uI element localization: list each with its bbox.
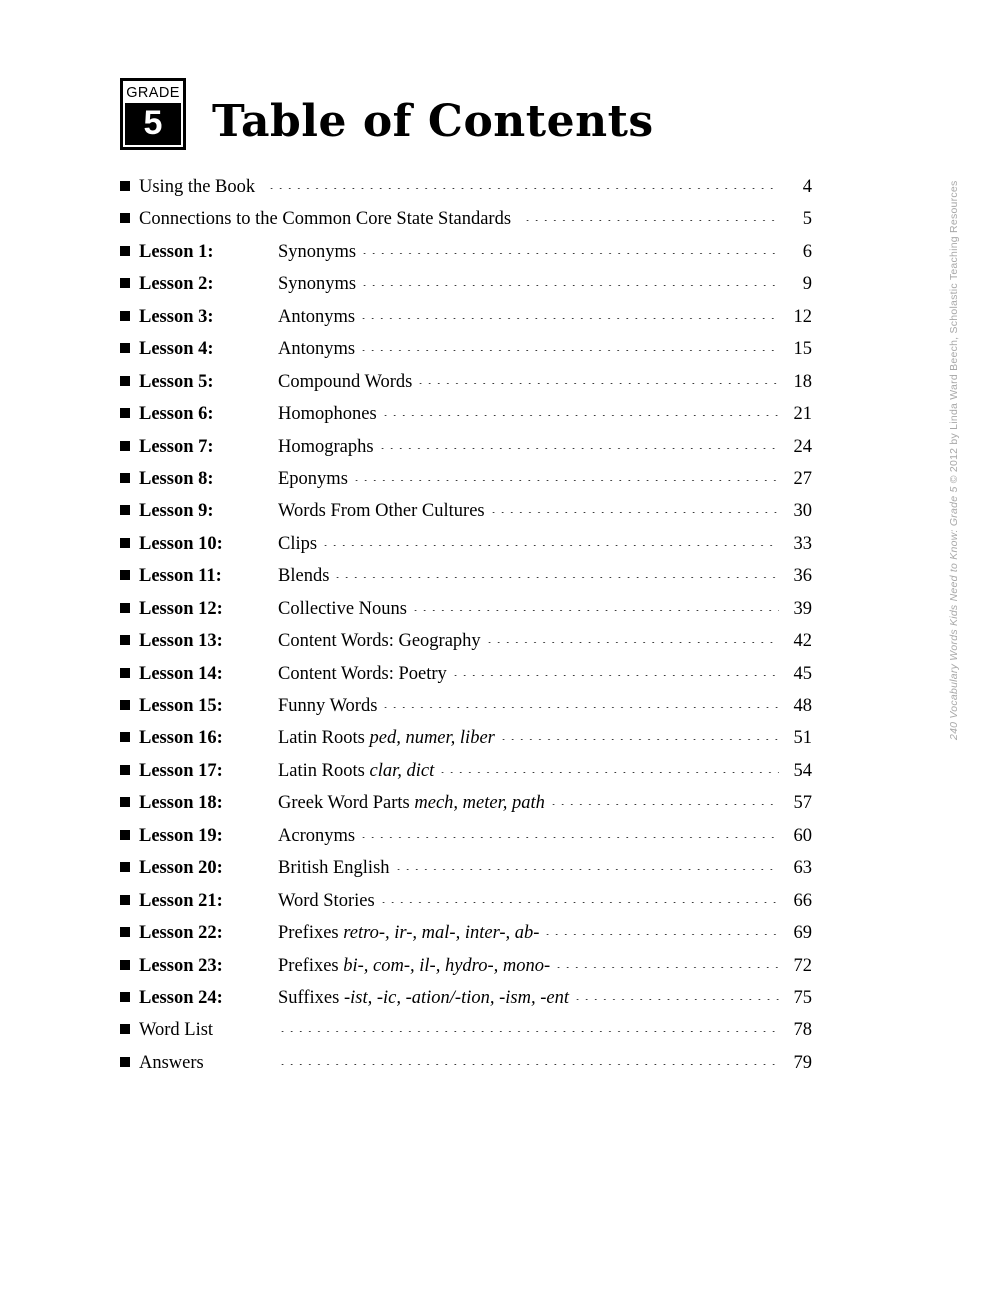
toc-row[interactable]: [120, 762, 812, 794]
toc-page-number[interactable]: 6: [802, 241, 812, 262]
toc-entry-title: [278, 600, 407, 619]
toc-page-number[interactable]: 4: [802, 177, 812, 197]
toc-entry-label: Lesson 21:: [139, 890, 223, 911]
toc-page-number[interactable]: 75: [793, 987, 812, 1008]
page-header: [120, 64, 654, 154]
square-bullet-icon: [120, 473, 130, 483]
toc-entry-title: [278, 989, 569, 1008]
toc-entry-title-text: Antonyms: [278, 339, 356, 360]
dot-leader: [360, 285, 779, 286]
toc-row[interactable]: [120, 600, 812, 632]
toc-entry-label: Lesson 5:: [139, 371, 214, 392]
toc-page-number[interactable]: 27: [793, 468, 812, 489]
toc-entry-title: [278, 794, 545, 813]
toc-page-number[interactable]: 5: [802, 209, 812, 230]
toc-entry-label: Lesson 8:: [139, 468, 214, 489]
toc-entry-title-emphasis: clar, dict: [369, 760, 435, 781]
toc-entry-title-text: Blends: [278, 566, 330, 587]
toc-entry-title-text: Suffixes: [278, 987, 344, 1008]
sidebar-copyright-text: © 2012 by Linda Ward Beech, Scholastic Teaching Resources: [948, 180, 960, 487]
toc-entry-title: [278, 567, 329, 586]
toc-entry-title: [278, 308, 355, 327]
toc-entry-title: [278, 438, 374, 457]
toc-entry-title: [278, 762, 434, 781]
toc-row[interactable]: [120, 567, 812, 599]
toc-row[interactable]: [120, 308, 812, 340]
toc-entry-label: Lesson 10:: [139, 533, 223, 554]
toc-entry-title-text: Content Words: Poetry: [278, 663, 447, 684]
toc-row[interactable]: [120, 665, 812, 697]
table-of-contents: [120, 178, 812, 1086]
toc-entry-title-text: British English: [278, 858, 390, 879]
toc-row[interactable]: [120, 438, 812, 470]
square-bullet-icon: [120, 505, 130, 515]
dot-leader: [438, 772, 779, 773]
toc-entry-title: [278, 729, 495, 748]
toc-entry-label: Lesson 23:: [139, 955, 223, 976]
toc-entry-title: [278, 470, 348, 489]
page-title: Table of Contents: [212, 96, 654, 147]
toc-entry-title-text: Words From Other Cultures: [278, 501, 485, 522]
dot-leader: [359, 318, 779, 319]
dot-leader: [278, 1031, 779, 1032]
dot-leader: [381, 415, 779, 416]
dot-leader: [381, 707, 779, 708]
toc-entry-title-text: Greek Word Parts: [278, 793, 415, 814]
toc-row[interactable]: [120, 697, 812, 729]
toc-entry-label: Lesson 2:: [139, 274, 214, 295]
toc-row[interactable]: [120, 859, 812, 891]
grade-badge-number: 5: [125, 103, 181, 145]
toc-entry-title-text: Collective Nouns: [278, 598, 407, 619]
toc-entry-title-text: Prefixes: [278, 955, 344, 976]
sidebar-copyright-credit: [948, 180, 960, 740]
square-bullet-icon: [120, 765, 130, 775]
square-bullet-icon: [120, 278, 130, 288]
grade-badge-word: GRADE: [126, 85, 180, 101]
dot-leader: [321, 545, 779, 546]
toc-entry-title-text: Latin Roots: [278, 760, 370, 781]
square-bullet-icon: [120, 376, 130, 386]
toc-row[interactable]: [120, 957, 812, 989]
toc-page-number[interactable]: 79: [793, 1052, 812, 1073]
toc-entry-label: Lesson 14:: [139, 663, 223, 684]
toc-page-number[interactable]: 36: [793, 566, 812, 587]
dot-leader: [379, 902, 779, 903]
dot-leader: [360, 253, 779, 254]
toc-entry-title-text: Eponyms: [278, 468, 348, 489]
toc-entry-title: [278, 535, 317, 554]
toc-entry-title-text: Prefixes: [278, 923, 344, 944]
toc-entry-title-text: Antonyms: [278, 306, 356, 327]
toc-entry-label: Using the Book: [139, 177, 256, 197]
toc-page-number[interactable]: 66: [793, 890, 812, 911]
toc-entry-title-emphasis: mech, meter, path: [414, 793, 545, 814]
toc-row[interactable]: [120, 892, 812, 924]
toc-row[interactable]: [120, 178, 812, 210]
toc-entry-title-emphasis: -ist, -ic, -ation/-tion, -ism, -ent: [343, 987, 569, 1008]
square-bullet-icon: [120, 1057, 130, 1067]
toc-entry-label: Word List: [139, 1020, 214, 1041]
toc-page-number[interactable]: 30: [793, 501, 812, 522]
toc-entry-title: [278, 243, 356, 262]
toc-entry-title-text: Funny Words: [278, 696, 378, 716]
dot-leader: [499, 739, 779, 740]
toc-entry-title: [278, 405, 377, 424]
dot-leader: [485, 642, 779, 643]
dot-leader: [549, 804, 779, 805]
toc-entry-title: [278, 373, 412, 392]
toc-page-number[interactable]: 42: [793, 631, 812, 652]
dot-leader: [378, 448, 779, 449]
toc-page-number[interactable]: 54: [793, 760, 812, 781]
toc-entry-title-text: Content Words: Geography: [278, 631, 481, 652]
toc-page-number[interactable]: 60: [793, 825, 812, 846]
toc-page-number[interactable]: 69: [793, 923, 812, 944]
toc-page-number[interactable]: 12: [793, 306, 812, 327]
toc-entry-title-emphasis: ped, numer, liber: [369, 728, 495, 749]
square-bullet-icon: [120, 181, 130, 191]
toc-entry-title-text: Word Stories: [278, 890, 375, 911]
square-bullet-icon: [120, 538, 130, 548]
toc-entry-title: [278, 665, 447, 684]
toc-page-number[interactable]: 63: [793, 858, 812, 879]
toc-entry-label: Lesson 6:: [139, 404, 214, 425]
dot-leader: [416, 383, 779, 384]
toc-entry-title-text: Clips: [278, 533, 318, 554]
dot-leader: [333, 577, 779, 578]
square-bullet-icon: [120, 441, 130, 451]
toc-row[interactable]: [120, 243, 812, 275]
square-bullet-icon: [120, 213, 130, 223]
sidebar-book-title: 240 Vocabulary Words Kids Need to Know: Grade 5: [948, 486, 960, 740]
toc-entry-label: Lesson 16:: [139, 728, 223, 749]
toc-entry-label: Lesson 18:: [139, 793, 223, 814]
square-bullet-icon: [120, 1024, 130, 1034]
toc-row[interactable]: [120, 535, 812, 567]
toc-page-number[interactable]: 21: [793, 404, 812, 425]
square-bullet-icon: [120, 895, 130, 905]
toc-page-number[interactable]: 57: [793, 793, 812, 814]
toc-entry-title-text: Homographs: [278, 436, 374, 457]
toc-page-number[interactable]: 72: [793, 955, 812, 976]
toc-entry-label: Lesson 17:: [139, 760, 223, 781]
square-bullet-icon: [120, 570, 130, 580]
dot-leader: [523, 220, 779, 221]
toc-entry-label: Lesson 7:: [139, 436, 214, 457]
dot-leader: [352, 480, 779, 481]
toc-row[interactable]: [120, 502, 812, 534]
toc-row[interactable]: [120, 729, 812, 761]
square-bullet-icon: [120, 246, 130, 256]
toc-entry-label: Answers: [139, 1052, 204, 1073]
toc-row[interactable]: [120, 794, 812, 826]
toc-entry-title-text: Latin Roots: [278, 728, 370, 749]
toc-row[interactable]: [120, 340, 812, 372]
toc-row[interactable]: [120, 275, 812, 307]
toc-entry-title: [278, 502, 485, 521]
toc-entry-label: Lesson 1:: [139, 241, 214, 262]
toc-row[interactable]: [120, 924, 812, 956]
toc-entry-label: Lesson 13:: [139, 631, 223, 652]
square-bullet-icon: [120, 732, 130, 742]
square-bullet-icon: [120, 960, 130, 970]
toc-entry-label: Lesson 24:: [139, 987, 223, 1008]
square-bullet-icon: [120, 830, 130, 840]
square-bullet-icon: [120, 343, 130, 353]
toc-page-number[interactable]: 45: [793, 663, 812, 684]
toc-entry-label: Lesson 11:: [139, 566, 222, 587]
toc-entry-title: [278, 275, 356, 294]
toc-entry-label: Lesson 22:: [139, 923, 223, 944]
square-bullet-icon: [120, 603, 130, 613]
toc-entry-label: Lesson 20:: [139, 858, 223, 879]
toc-entry-title: [278, 957, 550, 976]
toc-page-number[interactable]: 51: [793, 728, 812, 749]
dot-leader: [394, 869, 779, 870]
toc-page-number[interactable]: 48: [793, 696, 812, 716]
toc-entry-title: [278, 632, 481, 651]
toc-entry-title-emphasis: bi-, com-, il-, hydro-, mono-: [343, 955, 551, 976]
square-bullet-icon: [120, 797, 130, 807]
square-bullet-icon: [120, 408, 130, 418]
toc-row[interactable]: [120, 470, 812, 502]
toc-row[interactable]: [120, 989, 812, 1021]
dot-leader: [573, 999, 779, 1000]
toc-entry-title-text: Synonyms: [278, 274, 357, 295]
toc-entry-title-text: Compound Words: [278, 371, 413, 392]
square-bullet-icon: [120, 311, 130, 321]
toc-row[interactable]: [120, 373, 812, 405]
toc-row[interactable]: [120, 1021, 812, 1053]
dot-leader: [554, 967, 779, 968]
dot-leader: [543, 934, 779, 935]
toc-entry-label: Connections to the Common Core State Standards: [139, 209, 512, 230]
toc-entry-title: [278, 827, 355, 846]
toc-entry-title-text: Homophones: [278, 404, 377, 425]
toc-page-number[interactable]: 39: [793, 598, 812, 619]
toc-entry-title-emphasis: retro-, ir-, mal-, inter-, ab-: [343, 923, 540, 944]
toc-entry-label: Lesson 15:: [139, 696, 223, 716]
toc-entry-title: [278, 924, 539, 943]
square-bullet-icon: [120, 635, 130, 645]
toc-entry-label: Lesson 19:: [139, 825, 223, 846]
toc-page-number[interactable]: 24: [793, 436, 812, 457]
square-bullet-icon: [120, 668, 130, 678]
toc-entry-title-text: Acronyms: [278, 825, 356, 846]
dot-leader: [489, 512, 779, 513]
toc-entry-title: [278, 340, 355, 359]
dot-leader: [278, 1064, 779, 1065]
toc-entry-title: [278, 859, 390, 878]
toc-entry-label: Lesson 4:: [139, 339, 214, 360]
toc-entry-label: Lesson 9:: [139, 501, 214, 522]
grade-badge: [120, 78, 186, 150]
toc-row[interactable]: [120, 632, 812, 664]
toc-row[interactable]: [120, 210, 812, 242]
square-bullet-icon: [120, 992, 130, 1002]
toc-page-number[interactable]: 78: [793, 1020, 812, 1041]
toc-row[interactable]: [120, 1054, 812, 1086]
dot-leader: [359, 837, 779, 838]
square-bullet-icon: [120, 700, 130, 710]
toc-page-number[interactable]: 9: [802, 274, 812, 295]
dot-leader: [451, 675, 779, 676]
square-bullet-icon: [120, 927, 130, 937]
toc-entry-title: [278, 892, 375, 911]
toc-page-number[interactable]: 18: [793, 371, 812, 392]
toc-page-number[interactable]: 15: [793, 339, 812, 360]
toc-page-number[interactable]: 33: [793, 533, 812, 554]
toc-entry-label: Lesson 3:: [139, 306, 214, 327]
toc-entry-label: Lesson 12:: [139, 598, 223, 619]
dot-leader: [359, 350, 779, 351]
toc-entry-title: [278, 697, 377, 716]
toc-entry-title-text: Synonyms: [278, 241, 357, 262]
toc-row[interactable]: [120, 827, 812, 859]
dot-leader: [267, 188, 779, 189]
dot-leader: [411, 610, 779, 611]
square-bullet-icon: [120, 862, 130, 872]
toc-row[interactable]: [120, 405, 812, 437]
